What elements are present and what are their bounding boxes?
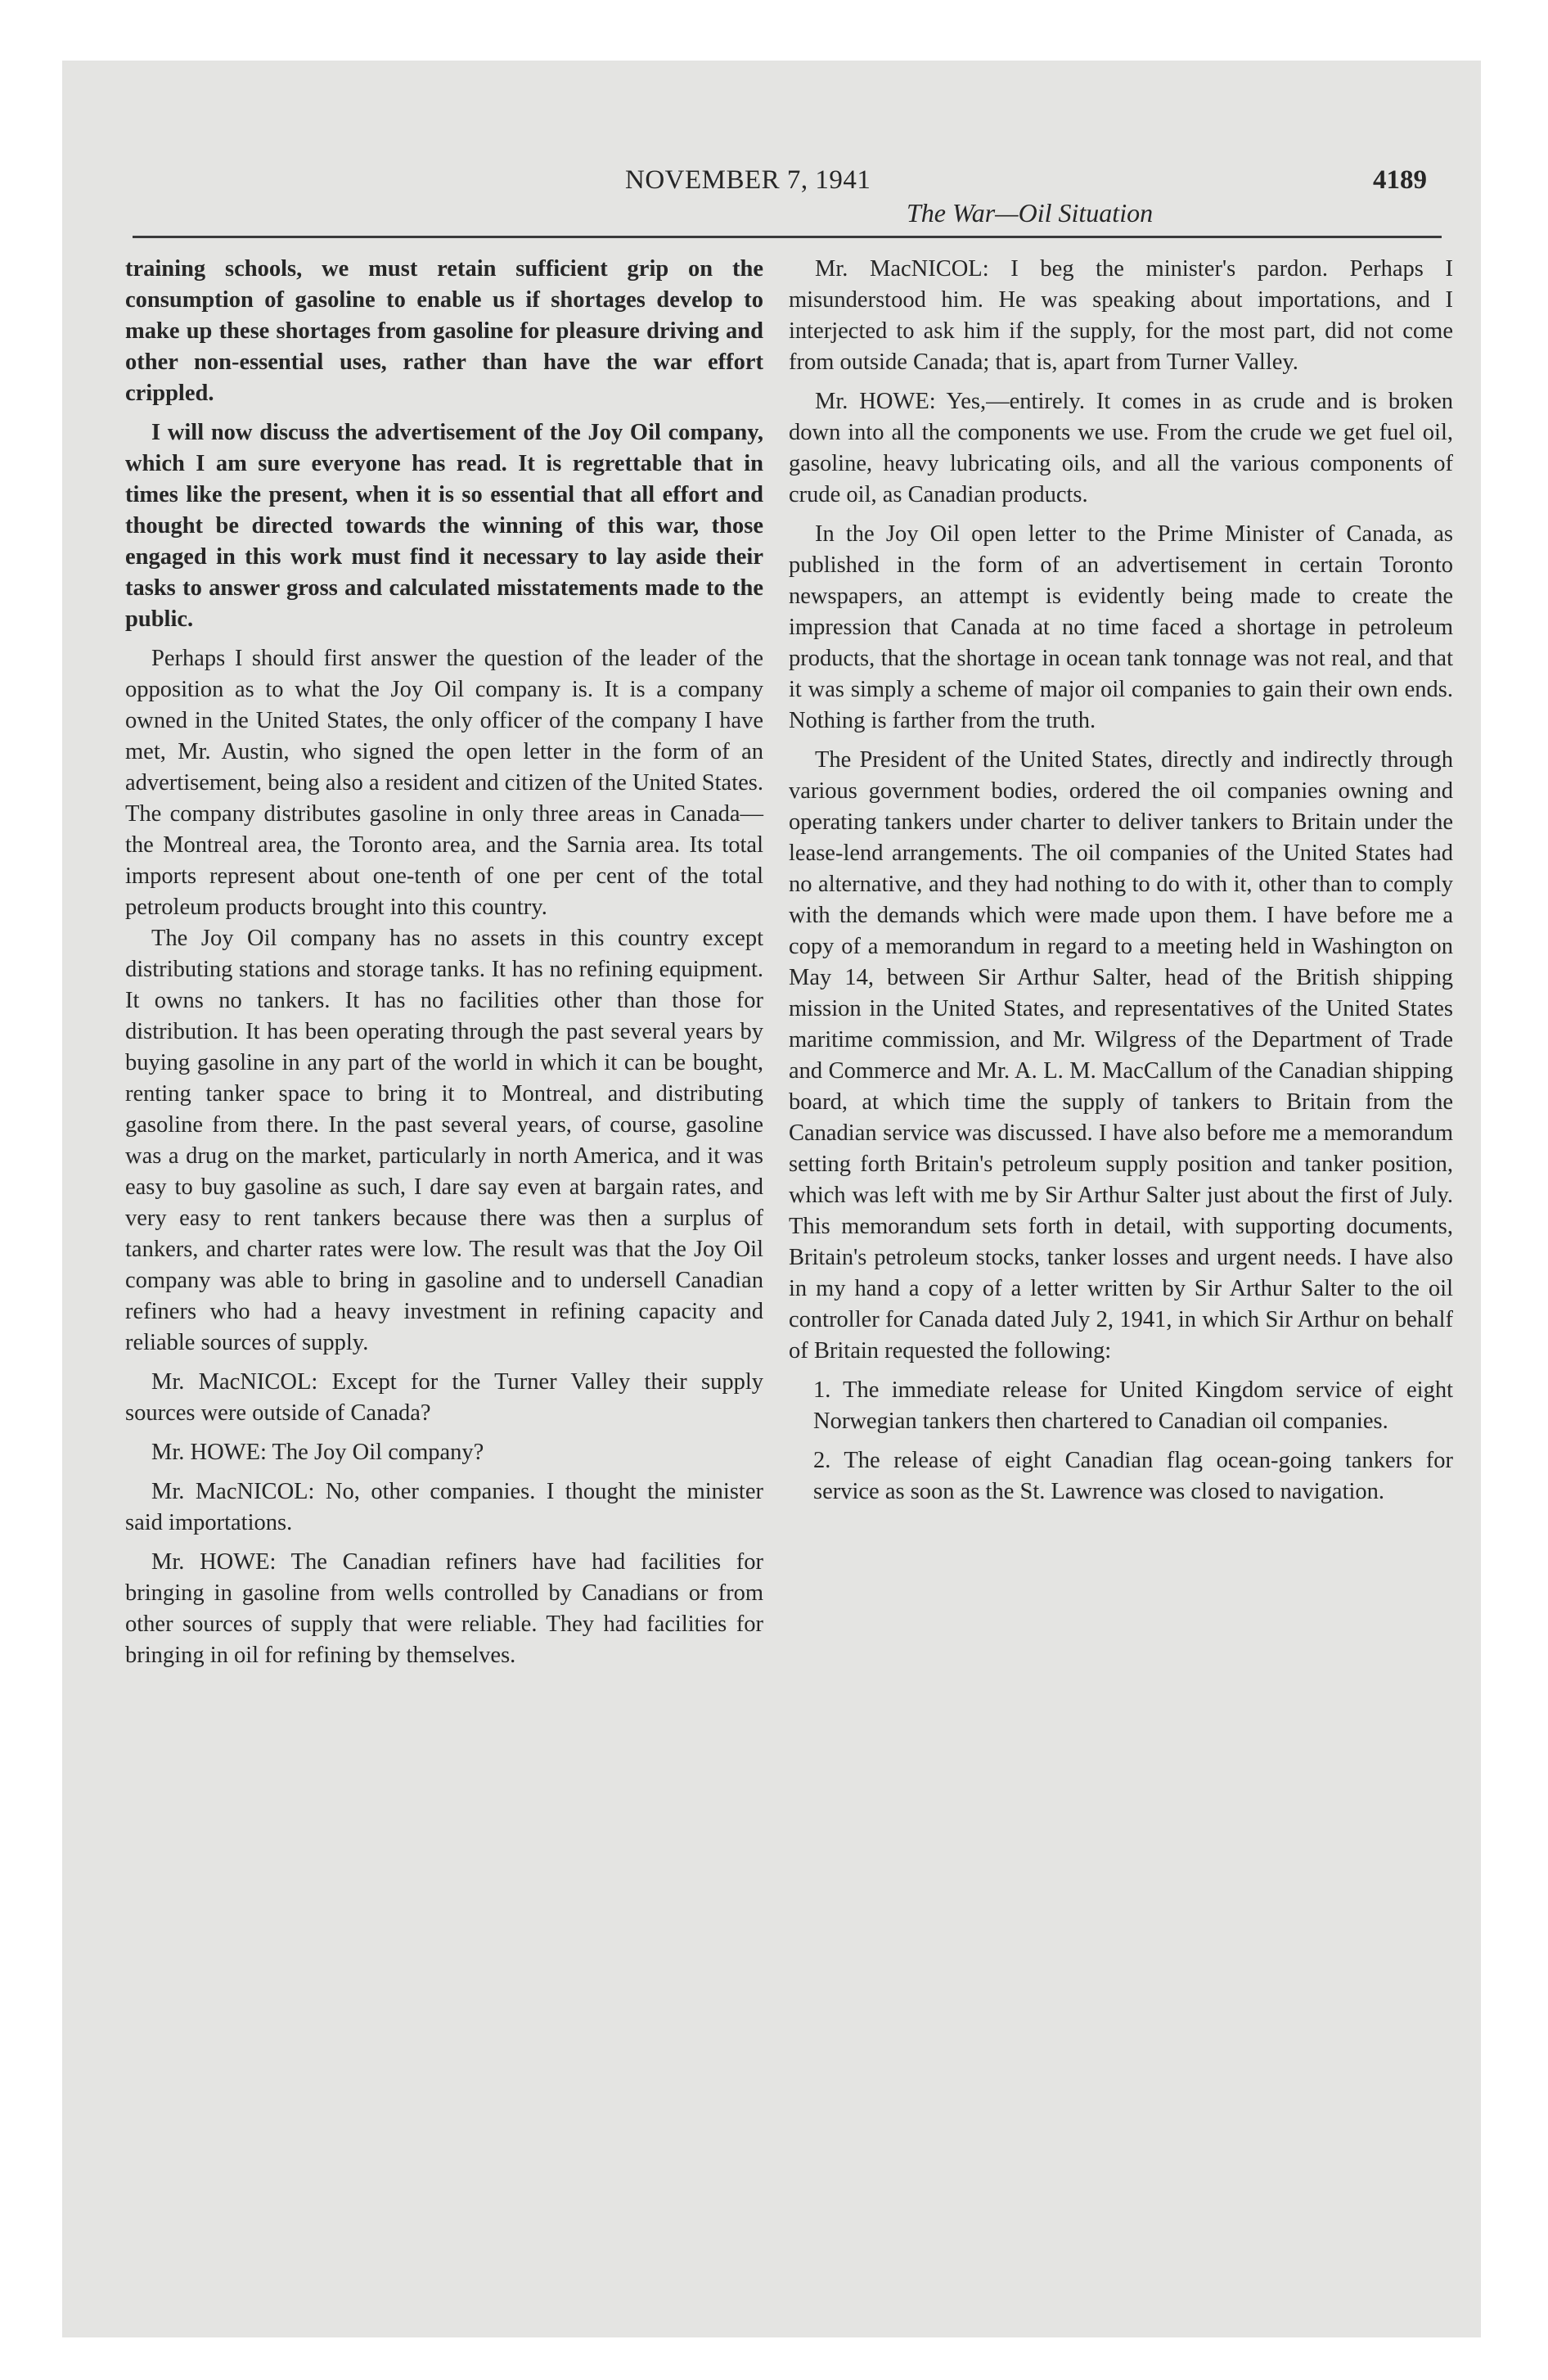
left-column: [125, 254, 763, 1671]
paragraph: In the Joy Oil open letter to the Prime Minister of Canada, as published in the form of an advertisement in certain Toronto newspapers, an attempt is evidently being made to create the impression that Canada at no time faced a shortage in petroleum products, that the shortage in ocean tank tonnage was not real, and that it was simply a scheme of major oil companies to gain their own ends. Nothing is farther from the truth.: [789, 521, 1453, 733]
page-number: 4189: [1373, 165, 1427, 195]
list-item: 2. The release of eight Canadian flag ocean-going tankers for service as soon as the St. Lawrence was closed to navigation.: [813, 1448, 1453, 1504]
page-header: [62, 159, 1481, 232]
paragraph: The Joy Oil company has no assets in this country except distributing stations and storage tanks. It has no refining equipment. It owns no tankers. It has no facilities other than those for distribution. It has been operating through the past several years by buying gasoline in any part of the world in which it can be bought, renting tanker space to bring it to Montreal, and distributing gasoline from there. In the past several years, of course, gasoline was a drug on the market, particularly in north America, and it was easy to buy gasoline as such, I dare say even at bargain rates, and very easy to rent tankers because there was then a surplus of tankers, and charter rates were low. The result was that the Joy Oil company was able to bring in gasoline and to undersell Canadian refiners who had a heavy investment in refining capacity and reliable sources of supply.: [125, 926, 763, 1355]
paragraph: Mr. MacNICOL: I beg the minister's pardon. Perhaps I misunderstood him. He was speaking about importations, and I interjected to ask him if the supply, for the most part, did not come from outside Canada; that is, apart from Turner Valley.: [789, 256, 1453, 375]
paragraph: Mr. MacNICOL: Except for the Turner Valley their supply sources were outside of Canada?: [125, 1369, 763, 1426]
document-page: [62, 61, 1481, 2337]
header-subject: The War—Oil Situation: [907, 198, 1154, 228]
paragraph: Mr. HOWE: Yes,—entirely. It comes in as crude and is broken down into all the components we use. From the crude we get fuel oil, gasoline, heavy lubricating oils, and all the various components of crude oil, as Canadian products.: [789, 389, 1453, 507]
paragraph: Perhaps I should first answer the question of the leader of the opposition as to what the Joy Oil company is. It is a company owned in the United States, the only officer of the company I have met, Mr. Austin, who signed the open letter in the form of an advertisement, being also a resident and citizen of the United States. The company distributes gasoline in only three areas in Canada—the Montreal area, the Toronto area, and the Sarnia area. Its total imports represent about one-tenth of one per cent of the total petroleum products brought into this country.: [125, 646, 763, 920]
paragraph: Mr. HOWE: The Joy Oil company?: [151, 1440, 484, 1465]
list-item: 1. The immediate release for United Kingdom service of eight Norwegian tankers then chartered to Canadian oil companies.: [813, 1377, 1453, 1434]
paragraph: Mr. MacNICOL: No, other companies. I thought the minister said importations.: [125, 1479, 763, 1535]
paragraph: Mr. HOWE: The Canadian refiners have had facilities for bringing in gasoline from wells controlled by Canadians or from other sources of supply that were reliable. They had facilities for bringing in oil for refining by themselves.: [125, 1549, 763, 1668]
paragraph: The President of the United States, directly and indirectly through various government bodies, ordered the oil companies owning and operating tankers under charter to deliver tankers to Britain under the lease-lend arrangements. The oil companies of the United States had no alternative, and they had nothing to do with it, other than to comply with the demands which were made upon them. I have before me a copy of a memorandum in regard to a meeting held in Washington on May 14, between Sir Arthur Salter, head of the British shipping mission in the United States, and representatives of the United States maritime commission, and Mr. Wilgress of the Department of Trade and Commerce and Mr. A. L. M. MacCallum of the Canadian shipping board, at which time the supply of tankers to Britain from the Canadian service was discussed. I have also before me a memorandum setting forth Britain's petroleum supply position and tanker position, which was left with me by Sir Arthur Salter just about the first of July. This memorandum sets forth in detail, with supporting documents, Britain's petroleum stocks, tanker losses and urgent needs. I have also in my hand a copy of a letter written by Sir Arthur Salter to the oil controller for Canada dated July 2, 1941, in which Sir Arthur on behalf of Britain requested the following:: [789, 747, 1453, 1364]
right-column: [789, 254, 1453, 1508]
paragraph: I will now discuss the advertisement of the Joy Oil company, which I am sure everyone has read. It is regrettable that in times like the present, when it is so essential that all effort and thought be directed towards the winning of this war, those engaged in this work must find it necessary to lay aside their tasks to answer gross and calculated misstatements made to the public.: [125, 420, 763, 632]
header-date: NOVEMBER 7, 1941: [625, 165, 871, 195]
header-rule: [133, 236, 1442, 238]
paragraph: training schools, we must retain sufficient grip on the consumption of gasoline to enable us if shortages develop to make up these shortages from gasoline for pleasure driving and other non-essential uses, rather than have the war effort crippled.: [125, 256, 763, 406]
